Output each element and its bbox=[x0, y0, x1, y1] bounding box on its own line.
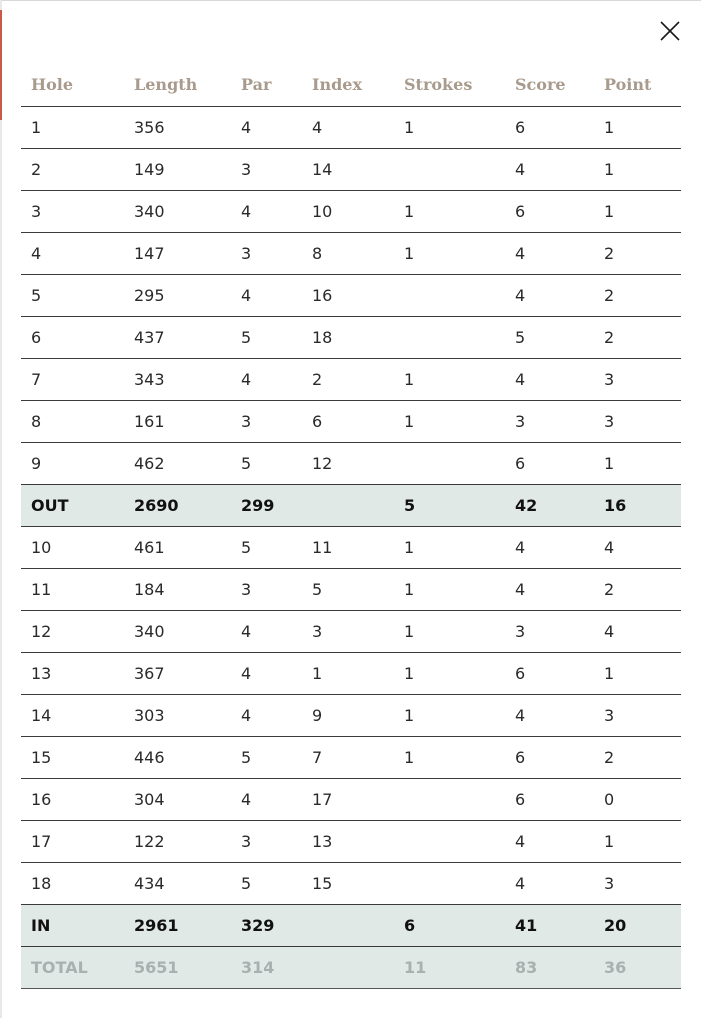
cell-score: 42 bbox=[505, 484, 594, 526]
column-header-par: Par bbox=[231, 64, 302, 106]
cell-index: 18 bbox=[302, 316, 394, 358]
table-row bbox=[21, 442, 681, 484]
cell-index: 12 bbox=[302, 442, 394, 484]
cell-strokes bbox=[394, 316, 505, 358]
cell-hole: TOTAL bbox=[21, 946, 124, 988]
cell-length: 184 bbox=[124, 568, 231, 610]
cell-length: 5651 bbox=[124, 946, 231, 988]
table-row bbox=[21, 232, 681, 274]
cell-point: 3 bbox=[594, 694, 681, 736]
cell-strokes bbox=[394, 274, 505, 316]
cell-par: 4 bbox=[231, 778, 302, 820]
table-row bbox=[21, 106, 681, 148]
cell-length: 161 bbox=[124, 400, 231, 442]
cell-index: 9 bbox=[302, 694, 394, 736]
column-header-score: Score bbox=[505, 64, 594, 106]
cell-hole: 10 bbox=[21, 526, 124, 568]
cell-length: 434 bbox=[124, 862, 231, 904]
cell-length: 149 bbox=[124, 148, 231, 190]
cell-hole: 16 bbox=[21, 778, 124, 820]
cell-par: 5 bbox=[231, 316, 302, 358]
cell-point: 2 bbox=[594, 274, 681, 316]
cell-strokes: 1 bbox=[394, 232, 505, 274]
cell-score: 4 bbox=[505, 862, 594, 904]
cell-point: 1 bbox=[594, 442, 681, 484]
cell-par: 329 bbox=[231, 904, 302, 946]
cell-point: 4 bbox=[594, 610, 681, 652]
cell-index: 5 bbox=[302, 568, 394, 610]
cell-length: 343 bbox=[124, 358, 231, 400]
cell-hole: 5 bbox=[21, 274, 124, 316]
cell-par: 3 bbox=[231, 820, 302, 862]
cell-score: 6 bbox=[505, 442, 594, 484]
cell-length: 304 bbox=[124, 778, 231, 820]
cell-score: 6 bbox=[505, 778, 594, 820]
cell-par: 3 bbox=[231, 232, 302, 274]
cell-index: 8 bbox=[302, 232, 394, 274]
cell-strokes: 1 bbox=[394, 358, 505, 400]
cell-hole: 3 bbox=[21, 190, 124, 232]
total-row bbox=[21, 946, 681, 988]
cell-length: 2690 bbox=[124, 484, 231, 526]
cell-par: 3 bbox=[231, 568, 302, 610]
cell-index: 7 bbox=[302, 736, 394, 778]
cell-score: 6 bbox=[505, 652, 594, 694]
cell-strokes: 1 bbox=[394, 736, 505, 778]
cell-par: 299 bbox=[231, 484, 302, 526]
cell-score: 6 bbox=[505, 736, 594, 778]
column-header-length: Length bbox=[124, 64, 231, 106]
cell-strokes: 1 bbox=[394, 190, 505, 232]
cell-par: 4 bbox=[231, 358, 302, 400]
table-row bbox=[21, 526, 681, 568]
cell-hole: 6 bbox=[21, 316, 124, 358]
cell-score: 4 bbox=[505, 568, 594, 610]
cell-hole: 12 bbox=[21, 610, 124, 652]
cell-point: 3 bbox=[594, 862, 681, 904]
cell-score: 6 bbox=[505, 106, 594, 148]
table-row bbox=[21, 610, 681, 652]
cell-hole: 15 bbox=[21, 736, 124, 778]
cell-score: 6 bbox=[505, 190, 594, 232]
cell-strokes bbox=[394, 862, 505, 904]
cell-score: 4 bbox=[505, 820, 594, 862]
table-row bbox=[21, 400, 681, 442]
cell-strokes bbox=[394, 820, 505, 862]
table-row bbox=[21, 820, 681, 862]
cell-strokes: 1 bbox=[394, 652, 505, 694]
cell-index: 6 bbox=[302, 400, 394, 442]
cell-point: 2 bbox=[594, 232, 681, 274]
table-row bbox=[21, 568, 681, 610]
table-row bbox=[21, 736, 681, 778]
column-header-index: Index bbox=[302, 64, 394, 106]
cell-strokes: 1 bbox=[394, 526, 505, 568]
cell-index: 11 bbox=[302, 526, 394, 568]
cell-score: 4 bbox=[505, 526, 594, 568]
cell-hole: OUT bbox=[21, 484, 124, 526]
table-row bbox=[21, 316, 681, 358]
cell-strokes: 1 bbox=[394, 106, 505, 148]
cell-index: 16 bbox=[302, 274, 394, 316]
column-header-hole: Hole bbox=[21, 64, 124, 106]
cell-length: 340 bbox=[124, 610, 231, 652]
cell-point: 2 bbox=[594, 316, 681, 358]
cell-score: 5 bbox=[505, 316, 594, 358]
cell-hole: 9 bbox=[21, 442, 124, 484]
cell-index bbox=[302, 484, 394, 526]
cell-par: 5 bbox=[231, 736, 302, 778]
cell-hole: 14 bbox=[21, 694, 124, 736]
cell-index: 15 bbox=[302, 862, 394, 904]
cell-strokes: 5 bbox=[394, 484, 505, 526]
cell-par: 314 bbox=[231, 946, 302, 988]
cell-score: 83 bbox=[505, 946, 594, 988]
cell-hole: 4 bbox=[21, 232, 124, 274]
column-header-strokes: Strokes bbox=[394, 64, 505, 106]
left-edge-accent bbox=[0, 10, 2, 120]
table-row bbox=[21, 190, 681, 232]
cell-point: 36 bbox=[594, 946, 681, 988]
table-row bbox=[21, 274, 681, 316]
cell-point: 4 bbox=[594, 526, 681, 568]
cell-point: 3 bbox=[594, 400, 681, 442]
table-row bbox=[21, 694, 681, 736]
cell-length: 147 bbox=[124, 232, 231, 274]
cell-score: 4 bbox=[505, 358, 594, 400]
cell-length: 461 bbox=[124, 526, 231, 568]
cell-score: 4 bbox=[505, 274, 594, 316]
table-row bbox=[21, 148, 681, 190]
cell-score: 4 bbox=[505, 232, 594, 274]
in-summary-row bbox=[21, 904, 681, 946]
cell-par: 4 bbox=[231, 190, 302, 232]
cell-hole: 1 bbox=[21, 106, 124, 148]
cell-strokes: 6 bbox=[394, 904, 505, 946]
top-border bbox=[0, 0, 701, 1]
cell-point: 16 bbox=[594, 484, 681, 526]
cell-par: 5 bbox=[231, 862, 302, 904]
cell-strokes: 1 bbox=[394, 568, 505, 610]
cell-strokes: 1 bbox=[394, 400, 505, 442]
cell-hole: 11 bbox=[21, 568, 124, 610]
cell-score: 3 bbox=[505, 610, 594, 652]
cell-index: 4 bbox=[302, 106, 394, 148]
cell-length: 356 bbox=[124, 106, 231, 148]
cell-hole: IN bbox=[21, 904, 124, 946]
cell-strokes bbox=[394, 442, 505, 484]
cell-index: 2 bbox=[302, 358, 394, 400]
cell-score: 4 bbox=[505, 694, 594, 736]
cell-length: 367 bbox=[124, 652, 231, 694]
table-row bbox=[21, 862, 681, 904]
cell-index: 10 bbox=[302, 190, 394, 232]
cell-point: 1 bbox=[594, 106, 681, 148]
column-header-point: Point bbox=[594, 64, 681, 106]
cell-index bbox=[302, 946, 394, 988]
cell-point: 3 bbox=[594, 358, 681, 400]
cell-point: 2 bbox=[594, 736, 681, 778]
cell-par: 4 bbox=[231, 274, 302, 316]
out-summary-row bbox=[21, 484, 681, 526]
cell-index bbox=[302, 904, 394, 946]
cell-hole: 18 bbox=[21, 862, 124, 904]
left-edge-divider bbox=[0, 0, 2, 1018]
cell-par: 5 bbox=[231, 442, 302, 484]
table-row bbox=[21, 358, 681, 400]
cell-strokes bbox=[394, 148, 505, 190]
cell-par: 4 bbox=[231, 610, 302, 652]
cell-point: 1 bbox=[594, 652, 681, 694]
cell-index: 14 bbox=[302, 148, 394, 190]
cell-strokes: 11 bbox=[394, 946, 505, 988]
cell-strokes bbox=[394, 778, 505, 820]
cell-length: 303 bbox=[124, 694, 231, 736]
close-button[interactable] bbox=[657, 18, 683, 44]
cell-index: 1 bbox=[302, 652, 394, 694]
cell-length: 122 bbox=[124, 820, 231, 862]
cell-index: 3 bbox=[302, 610, 394, 652]
table-header-row bbox=[21, 64, 681, 106]
cell-point: 20 bbox=[594, 904, 681, 946]
cell-par: 4 bbox=[231, 694, 302, 736]
cell-hole: 7 bbox=[21, 358, 124, 400]
cell-length: 437 bbox=[124, 316, 231, 358]
cell-point: 2 bbox=[594, 568, 681, 610]
cell-score: 4 bbox=[505, 148, 594, 190]
table-row bbox=[21, 652, 681, 694]
scorecard-table bbox=[21, 64, 681, 989]
cell-par: 4 bbox=[231, 652, 302, 694]
cell-score: 3 bbox=[505, 400, 594, 442]
cell-point: 1 bbox=[594, 190, 681, 232]
table-row bbox=[21, 778, 681, 820]
cell-point: 0 bbox=[594, 778, 681, 820]
cell-score: 41 bbox=[505, 904, 594, 946]
cell-point: 1 bbox=[594, 148, 681, 190]
cell-length: 340 bbox=[124, 190, 231, 232]
cell-hole: 17 bbox=[21, 820, 124, 862]
cell-hole: 2 bbox=[21, 148, 124, 190]
cell-strokes: 1 bbox=[394, 694, 505, 736]
cell-point: 1 bbox=[594, 820, 681, 862]
cell-length: 446 bbox=[124, 736, 231, 778]
cell-par: 3 bbox=[231, 400, 302, 442]
cell-length: 295 bbox=[124, 274, 231, 316]
cell-index: 13 bbox=[302, 820, 394, 862]
cell-par: 4 bbox=[231, 106, 302, 148]
cell-strokes: 1 bbox=[394, 610, 505, 652]
cell-hole: 13 bbox=[21, 652, 124, 694]
cell-par: 5 bbox=[231, 526, 302, 568]
cell-index: 17 bbox=[302, 778, 394, 820]
close-icon bbox=[657, 18, 683, 44]
cell-length: 462 bbox=[124, 442, 231, 484]
cell-hole: 8 bbox=[21, 400, 124, 442]
cell-par: 3 bbox=[231, 148, 302, 190]
cell-length: 2961 bbox=[124, 904, 231, 946]
